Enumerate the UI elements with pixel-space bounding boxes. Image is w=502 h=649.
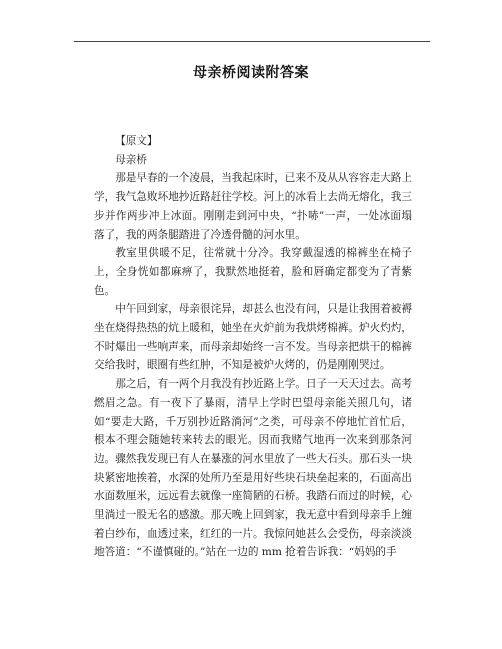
paragraph-2: 教室里供暖不足，往常就十分冷。我穿戴湿透的棉裤坐在椅子上，全身恍如都麻痹了，我默然地挺着，脸和唇确定都变为了青紫色。 bbox=[94, 247, 412, 297]
section-label: 【原文】 bbox=[115, 135, 158, 147]
paragraph-1: 那是早春的一个凌晨，当我起床时，已来不及从从容容走大路上学，我气急败坏地抄近路赶往学校。河上的冰看上去尚无熔化，我三步并作两步冲上冰面。刚刚走到河中央，“扑哧”一声，一处冰面塌落了，我的两条腿踏进了冷透骨髓的河水里。 bbox=[94, 172, 412, 241]
article-name: 母亲桥 bbox=[115, 153, 147, 166]
document-body bbox=[94, 132, 412, 562]
document-title: 母亲桥阅读附答案 bbox=[193, 65, 309, 81]
header-rule bbox=[74, 41, 430, 42]
paragraph-4: 那之后，有一两个月我没有抄近路上学。日子一天天过去。高考燃眉之急。有一夜下了暴雨，清早上学时巴望母亲能关照几句，诸如“要走大路，千万别抄近路淌河”之类，可母亲不停地忙首忙后，根本不理会随她转来转去的眼光。因而我赌气地再一次来到那条河边。骤然我发现已有人在暴涨的河水里放了一些大石头。那石头一块块紧密地挨着，水深的处所乃至是用好些块石块垒起来的，石面高出水面数厘米，远远看去就像一座简陋的石桥。我踏石而过的时候，心里淌过一股无名的感激。那天晚上回到家，我无意中看到母亲手上缠着白纱布，血透过来，红红的一片。我惊问她甚么会受伤，母亲淡淡地答道：“不谨慎碰的。”站在一边的 mm 抢着告诉我：“妈妈的手 bbox=[94, 378, 412, 559]
paragraph-3: 中午回到家，母亲很诧异，却甚么也没有问，只是让我围着被褥坐在烧得热热的炕上暖和，她坐在火炉前为我烘烤棉裤。炉火灼灼，不时爆出一些响声来，而母亲却始终一言不发。当母亲把烘干的棉裤交给我时，眼圈有些红肿，不知是被炉火烤的，仍是刚刚哭过。 bbox=[94, 303, 412, 372]
